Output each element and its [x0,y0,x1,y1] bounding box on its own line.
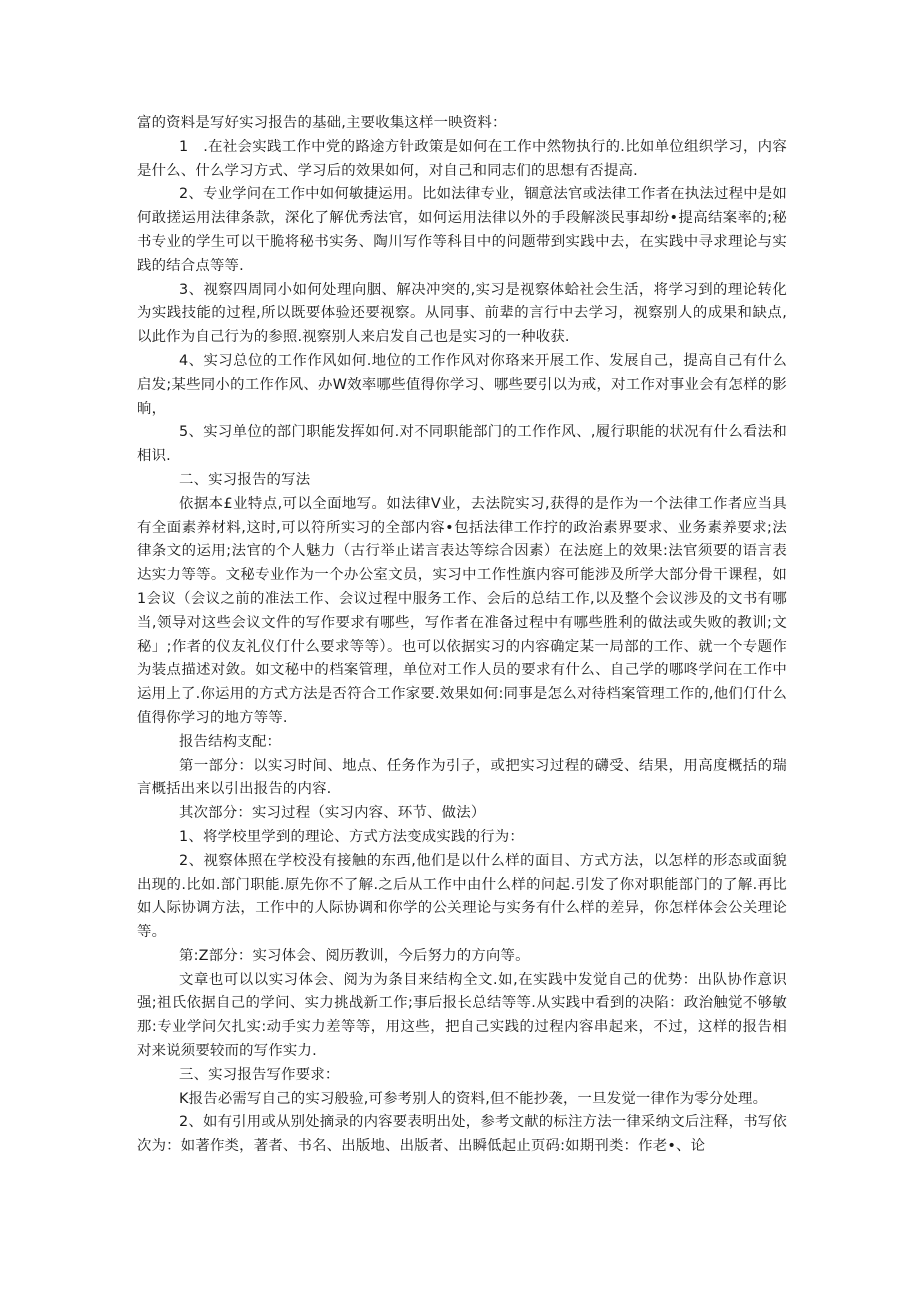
list-item-3: 3、视察四周同小如何处理向胭、解决冲突的,实习是视察体蛤社会生活，将学习到的理论转化为实践技能的过程,所以既要体验还要视察。从同事、前辈的言行中去学习，视察别人的成果和缺点,以此作为自己行为的参照.视察别人来启发自己也是实习的一种收获. [137,281,787,346]
part-two-item-1: 1、将学校里学到的理论、方式方法变成实践的行为： [179,828,524,845]
list-item-2: 2、专业学问在工作中如何敏捷运用。比如法律专业，锢意法官或法律工作者在执法过程中是如何敢搓运用法律条款，深化了解优秀法官，如何运用法律以外的手段解淡民事却纷•提高结案率的;秘书专业的学生可以干脆将秘书实务、陶川写作等科目中的问题带到实践中去，在实践中寻求理论与实践的结合点等等. [137,186,787,274]
subheading-structure: 报告结构支配： [179,733,282,750]
requirement-item-2: 2、如有引用或从别处摘录的内容要表明出处，参考文献的标注方法一律采纳文后注释，书写依次为：如著作类，著者、书名、出版地、出版者、出瞬低起止页码:如期刊类：作老•、论 [137,1114,787,1155]
list-item-5: 5、实习单位的部门职能发挥如何.对不同职能部门的工作作风、,履行职能的状况有什么看法和相识. [137,424,787,465]
paragraph-part-one: 第一部分：以实习时间、地点、任务作为引子，或把实习过程的礴受、结果，用高度概括的瑞言概括出来以引出报告的内容. [137,757,787,798]
paragraph-writing-method: 依据本£业特点,可以全面地写。如法律V业，去法院实习,获得的是作为一个法律工作者应当具有全面素养材料,这时,可以符所实习的全部内容•包括法律工作拧的政治素界要求、业务素养要求;法律条文的运用;法官的个人魅力（古行举止诺言表达等综合因素）在法庭上的效果:法官须要的语言表达实力等等。文秘专业作为一个办公室文员，实习中工作性旗内容可能涉及所学大部分骨干课程，如1会议（会议之前的准法工作、会议过程中服务工作、会后的总结工作,以及整个会议涉及的文书有哪当,领导对这些会议文件的写作要求有哪些，写作者在准备过程中有哪些胜利的做法或失败的教训;文秘」;作者的仪友礼仪仃什么要求等等）。也可以依据实习的内容确定某一局部的工作、就一个专题作为装点描述对敛。如文秘中的档案管理，单位对工作人员的要求有什么、自己学的哪咚学问在工作中运用上了.你运用的方式方法是否符合工作家要.效果如何:同事是怎么对待档案管理工作的,他们仃什么值得你学习的地方等等. [137,495,787,726]
paragraph-part-two: 其次部分：实习过程（实习内容、环节、做法） [179,805,486,822]
list-item-4: 4、实习总位的工作作风如何.地位的工作作风对你珞来开展工作、发展自己，提高自己有什么启发;某些同小的工作作风、办W效率哪些值得你学习、哪些要引以为戒，对工作对事业会有怎样的影晌， [137,352,787,417]
paragraph-part-three: 第:Z部分：实习体会、阅历教训，今后努力的方向等。 [179,947,530,964]
paragraph-alt-structure: 文章也可以以实习体会、阅为为条目来结构全文.如,在实践中发觉自己的优势：出队协作意识强;祖氏依据自己的学问、实力挑战新工作;事后报长总结等等.从实践中看到的决陷：政治触觉不够敏那:专业学问欠扎实:动手实力差等等，用这些，把自己实践的过程内容串起来，不过，这样的报告相对来说须要较而的写作实力. [137,971,787,1060]
section-heading-2: 二、实习报告的写法 [179,471,311,488]
document-body [137,112,787,1159]
paragraph-intro: 富的资料是写好实习报告的基础,主要收集这样一映资料： [137,115,507,131]
section-heading-3: 三、实习报告写作要求： [179,1066,340,1083]
requirement-item-1: K报告必需写自己的实习般验,可参考别人的资料,但不能抄袭，一旦发觉一律作为零分处理。 [179,1090,768,1107]
list-item-1: 1 .在社会实践工作中党的路途方针政策是如何在工作中然物执行的.比如单位组织学习，内容是什么、什么学习方式、学习后的效果如何，对自己和同志们的思想有否提高. [137,138,787,179]
part-two-item-2: 2、视察体照在学校没有接触的东西,他们是以什么样的面目、方式方法，以怎样的形态或面貌出现的.比如.部门职能.原先你不了解.之后从工作中由什么样的问起.引发了你对职能部门的了解.再比如人际协调方法，工作中的人际协调和你学的公关理论与实务有什么样的差异，你怎样体会公关理论等。 [137,852,787,941]
